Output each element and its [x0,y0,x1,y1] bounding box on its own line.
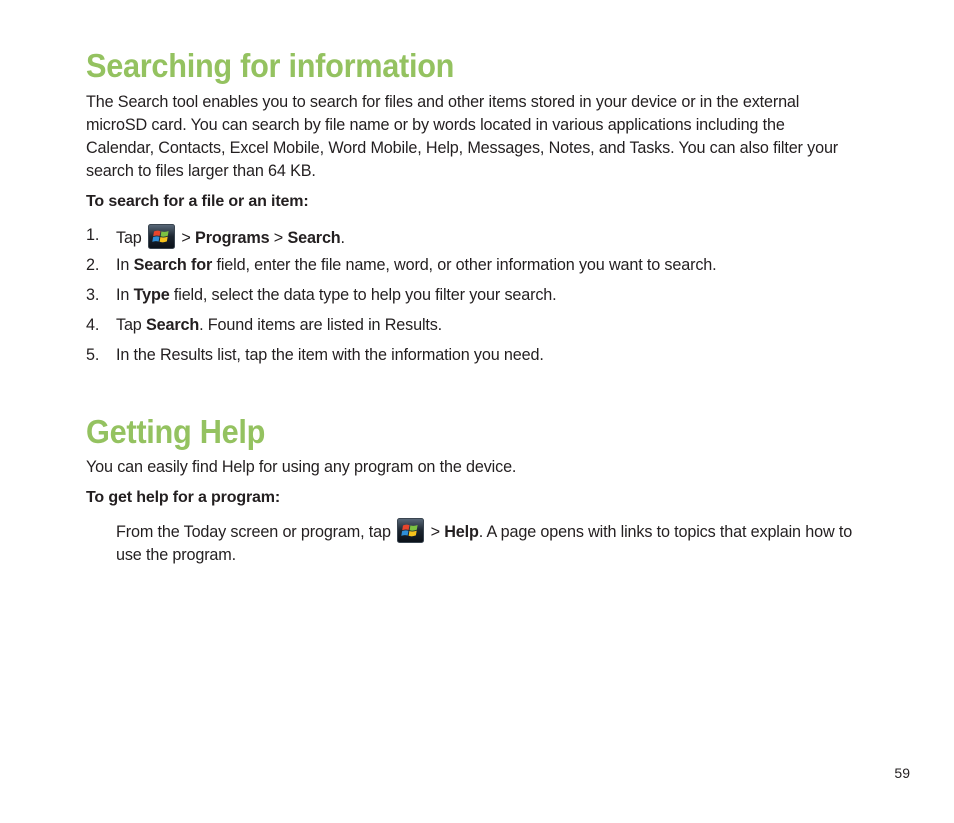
help-subheading: To get help for a program: [86,489,281,506]
page-number: 59 [894,765,910,781]
help-label: Help [444,523,479,541]
help-intro-paragraph: You can easily find Help for using any program on the device. [86,458,517,476]
step-number: 5. [86,346,100,364]
programs-label: Programs [195,229,270,247]
step-number: 4. [86,316,100,334]
step-number: 3. [86,286,100,304]
search-label: Search [287,229,341,247]
step-text: In Type field, select the data type to help you filter your search. [116,286,557,304]
type-label: Type [133,286,170,304]
search-steps-list [86,222,856,373]
search-label: Search [146,316,200,334]
searching-intro-paragraph: The Search tool enables you to search for files and other items stored in your device or in the external microSD card. You can search by file name or by words located in various applications including the Calendar, Contacts, Excel Mobile, Word Mobile, Help, Messages, Notes, and Tasks. You can also filter your search to files larger than 64 KB. [86,93,839,180]
windows-start-icon [148,224,175,249]
searching-subheading: To search for a file or an item: [86,193,309,210]
windows-start-icon [397,518,424,543]
step-text: Tap > Programs > Search. [116,224,345,250]
section-title-searching: Searching for information [86,47,455,84]
step-5 [86,343,856,373]
step-text: In the Results list, tap the item with the information you need. [116,346,544,364]
step-2 [86,253,856,283]
step-4 [86,313,856,343]
help-instructions-paragraph: From the Today screen or program, tap > Help. A page opens with links to topics that explain how to use the program. [116,518,856,567]
step-text: Tap Search. Found items are listed in Results. [116,316,443,334]
step-number: 2. [86,256,100,274]
section-title-getting-help: Getting Help [86,413,266,450]
step-3 [86,283,856,313]
step-number: 1. [86,226,100,244]
search-for-label: Search for [133,256,213,274]
step-1 [86,222,856,253]
step-text: In Search for field, enter the file name, word, or other information you want to search. [116,256,717,274]
